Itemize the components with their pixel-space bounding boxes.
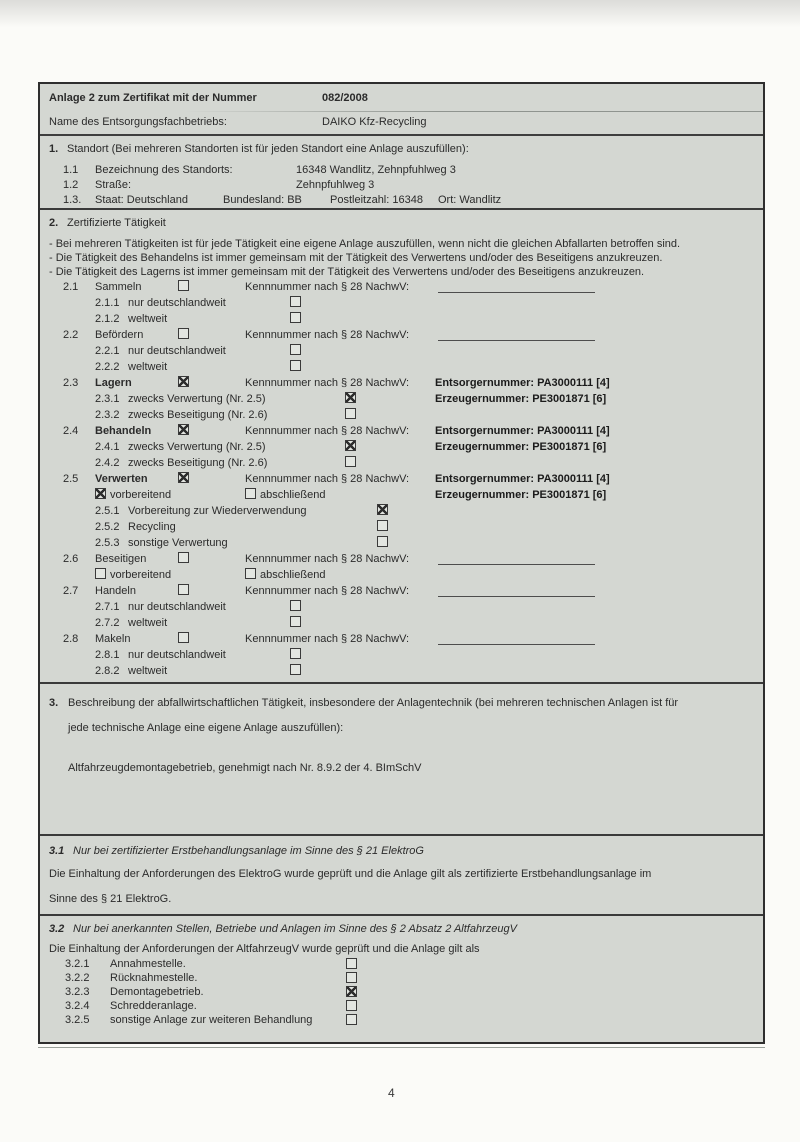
checkbox-beseitigen [178,552,189,563]
activity-row-2-6 [40,552,763,568]
checkbox-annahmestelle [346,958,357,969]
sub-row-2-4-2 [40,456,763,472]
checkbox-sonstige-anlage [346,1014,357,1025]
sub-row-2-5-3 [40,536,763,552]
erzeugernummer-value: Erzeugernummer: PE3001871 [6] [435,441,607,453]
body-line: Die Einhaltung der Anforderungen des ElektroG wurde geprüft und die Anlage gilt als zertifizierte Erstbehandlungsanlage im [49,868,652,880]
sub-row-2-1-1 [40,296,763,312]
checkbox-sammeln [178,280,189,291]
item-number: 3.2.3 [65,986,90,998]
section-3-beschreibung [40,684,763,834]
item-number: 2.3 [63,377,79,389]
kennnummer-label: Kennnummer nach § 28 NachwV: [245,633,410,645]
option-label: nur deutschlandweit [128,649,226,661]
option-label: nur deutschlandweit [128,601,226,613]
checkbox-vorbereitend [95,488,106,499]
item-number: 3.2.4 [65,1000,90,1012]
blank-line [438,280,595,293]
item-number: 1.2 [63,179,79,191]
item-number: 3.2.5 [65,1014,90,1026]
item-label: Schredderanlage. [110,1000,197,1012]
blank-line [438,632,595,645]
item-number: 2.8 [63,633,79,645]
activity-row-2-3 [40,376,763,392]
sub-row-2-7-2 [40,616,763,632]
blank-line [438,552,595,565]
item-number: 2.7 [63,585,79,597]
item-number: 2.6 [63,553,79,565]
entsorgernummer-value: Entsorgernummer: PA3000111 [4] [435,425,610,437]
item-number: 2.4 [63,425,79,437]
item-number: 2.1.2 [95,313,120,325]
item-number: 2.5.1 [95,505,120,517]
scan-shadow [0,0,800,46]
item-label: Demontagebetrieb. [110,986,204,998]
kennnummer-label: Kennnummer nach § 28 NachwV: [245,377,410,389]
sub-row-2-3-1 [40,392,763,408]
certificate-form-table [38,82,765,1044]
checkbox [377,520,388,531]
kennnummer-label: Kennnummer nach § 28 NachwV: [245,553,410,565]
item-row-3-2-1 [40,957,763,971]
section-number: 1. [49,143,59,155]
item-label: Rücknahmestelle. [110,972,198,984]
erzeugernummer-value: Erzeugernummer: PE3001871 [6] [435,489,607,501]
item-number: 3.2.1 [65,958,90,970]
option-label: weltweit [128,313,168,325]
page-number: 4 [388,1086,395,1100]
item-number: 2.7.1 [95,601,120,613]
checkbox [290,296,301,307]
activity-row-2-1 [40,280,763,296]
section-3-2-altfahrzeugv [40,916,763,1042]
checkbox-lagern [178,376,189,387]
sub-row-2-3-2 [40,408,763,424]
item-number: 2.1 [63,281,79,293]
company-name-label: Name des Entsorgungsfachbetriebs: [49,116,227,128]
item-label: sonstige Anlage zur weiteren Behandlung [110,1014,313,1026]
header-certificate-number-row [40,84,763,111]
section-title: Nur bei zertifizierter Erstbehandlungsanlage im Sinne des § 21 ElektroG [73,845,424,857]
bundesland-value: Bundesland: BB [223,194,302,206]
body-line: Sinne des § 21 ElektroG. [49,893,172,905]
kennnummer-label: Kennnummer nach § 28 NachwV: [245,425,410,437]
checkbox [290,664,301,675]
checkbox-handeln [178,584,189,595]
checkbox [345,440,356,451]
option-pair-row-2-6 [40,568,763,584]
checkbox [290,360,301,371]
section-3-1-elektrog [40,836,763,914]
activity-row-2-4 [40,424,763,440]
activity-label: Behandeln [95,425,152,437]
sub-row-2-4-1 [40,440,763,456]
item-label: Annahmestelle. [110,958,186,970]
checkbox-abschliessend [245,568,256,579]
checkbox-behandeln [178,424,189,435]
option-label: weltweit [128,617,168,629]
sub-row-2-2-2 [40,360,763,376]
blank-line [438,328,595,341]
item-number: 2.3.2 [95,409,120,421]
description-text: Altfahrzeugdemontagebetrieb, genehmigt nach Nr. 8.9.2 der 4. BImSchV [68,762,422,774]
kennnummer-label: Kennnummer nach § 28 NachwV: [245,585,410,597]
item-row-3-2-2 [40,971,763,985]
option-label: nur deutschlandweit [128,297,226,309]
item-value: 16348 Wandlitz, Zehnpfuhlweg 3 [296,164,456,176]
item-number: 2.2.1 [95,345,120,357]
postleitzahl-value: Postleitzahl: 16348 [330,194,423,206]
activity-row-2-8 [40,632,763,648]
item-value: Zehnpfuhlweg 3 [296,179,375,191]
sub-row-2-2-1 [40,344,763,360]
option-label: zwecks Beseitigung (Nr. 2.6) [128,409,268,421]
item-row-3-2-5 [40,1013,763,1027]
kennnummer-label: Kennnummer nach § 28 NachwV: [245,281,410,293]
sub-row-2-1-2 [40,312,763,328]
activity-label: Befördern [95,329,144,341]
item-label: Straße: [95,179,132,191]
sub-row-2-8-2 [40,664,763,680]
option-label: vorbereitend [110,569,172,581]
checkbox-ruecknahmestelle [346,972,357,983]
item-number: 2.4.2 [95,457,120,469]
activity-row-2-2 [40,328,763,344]
checkbox [345,392,356,403]
option-label: sonstige Verwertung [128,537,228,549]
section-number: 2. [49,217,59,229]
activity-label: Verwerten [95,473,148,485]
checkbox [377,536,388,547]
option-label: weltweit [128,665,168,677]
entsorgernummer-value: Entsorgernummer: PA3000111 [4] [435,377,610,389]
option-label: weltweit [128,361,168,373]
note-line: - Die Tätigkeit des Lagerns ist immer gemeinsam mit der Tätigkeit des Verwertens und/oder des Beseitigens anzukreuzen. [49,266,645,278]
item-number: 2.8.1 [95,649,120,661]
erzeugernummer-value: Erzeugernummer: PE3001871 [6] [435,393,607,405]
activity-label: Sammeln [95,281,142,293]
sub-row-2-8-1 [40,648,763,664]
blank-line [438,584,595,597]
company-name-value: DAIKO Kfz-Recycling [322,116,427,128]
option-label: nur deutschlandweit [128,345,226,357]
activity-row-2-5 [40,472,763,488]
option-label: zwecks Beseitigung (Nr. 2.6) [128,457,268,469]
item-number: 2.5 [63,473,79,485]
item-label: Bezeichnung des Standorts: [95,164,233,176]
checkbox [290,616,301,627]
checkbox [290,600,301,611]
header-company-name-row [40,112,763,134]
option-label: vorbereitend [110,489,172,501]
checkbox [290,344,301,355]
section-2-zertifizierte-taetigkeit [40,210,763,682]
checkbox [345,456,356,467]
checkbox [377,504,388,515]
checkbox-abschliessend [245,488,256,499]
section-title: Standort (Bei mehreren Standorten ist für jeden Standort eine Anlage auszufüllen): [67,143,469,155]
option-pair-row-2-5 [40,488,763,504]
activity-label: Beseitigen [95,553,147,565]
option-label: Recycling [128,521,176,533]
item-number: 2.3.1 [95,393,120,405]
section-number: 3. [49,697,59,709]
option-label: Vorbereitung zur Wiederverwendung [128,505,307,517]
option-label: zwecks Verwertung (Nr. 2.5) [128,441,266,453]
item-row-3-2-3 [40,985,763,999]
sub-row-2-5-1 [40,504,763,520]
option-label: zwecks Verwertung (Nr. 2.5) [128,393,266,405]
item-number: 2.5.3 [95,537,120,549]
item-row-3-2-4 [40,999,763,1013]
option-label: abschließend [260,489,326,501]
checkbox [345,408,356,419]
activity-rows [40,280,763,680]
note-line: - Die Tätigkeit des Behandelns ist immer gemeinsam mit der Tätigkeit des Verwertens und/oder des Beseitigens anzukreuzen. [49,252,663,264]
checkbox-demontagebetrieb [346,986,357,997]
checkbox-vorbereitend [95,568,106,579]
item-number: 1.1 [63,164,79,176]
entsorgernummer-value: Entsorgernummer: PA3000111 [4] [435,473,610,485]
body-line: Die Einhaltung der Anforderungen der AltfahrzeugV wurde geprüft und die Anlage gilt als [49,943,480,955]
activity-label: Lagern [95,377,132,389]
section-1-standort [40,136,763,208]
activity-label: Makeln [95,633,131,645]
checkbox-befoerdern [178,328,189,339]
item-number: 2.2 [63,329,79,341]
item-number: 2.1.1 [95,297,120,309]
option-label: abschließend [260,569,326,581]
checkbox-makeln [178,632,189,643]
sub-row-2-5-2 [40,520,763,536]
activity-row-2-7 [40,584,763,600]
section-title-line: Beschreibung der abfallwirtschaftlichen Tätigkeit, insbesondere der Anlagentechnik (bei mehreren technischen Anlagen ist für [68,697,679,709]
checkbox-verwerten [178,472,189,483]
item-number: 2.4.1 [95,441,120,453]
sub-row-2-7-1 [40,600,763,616]
ort-value: Ort: Wandlitz [438,194,502,206]
section-number: 3.2 [49,923,65,935]
section-number: 3.1 [49,845,65,857]
certificate-number-value: 082/2008 [322,92,368,104]
item-number: 2.5.2 [95,521,120,533]
section-title: Zertifizierte Tätigkeit [67,217,166,229]
item-number: 1.3. [63,194,82,206]
section-title-line: jede technische Anlage eine eigene Anlage auszufüllen): [68,722,344,734]
anlage-type-items [40,957,763,1027]
kennnummer-label: Kennnummer nach § 28 NachwV: [245,329,410,341]
kennnummer-label: Kennnummer nach § 28 NachwV: [245,473,410,485]
section-title: Nur bei anerkannten Stellen, Betriebe und Anlagen im Sinne des § 2 Absatz 2 AltfahrzeugV [73,923,517,935]
checkbox [290,312,301,323]
staat-value: Staat: Deutschland [95,194,188,206]
checkbox-schredderanlage [346,1000,357,1011]
certificate-number-label: Anlage 2 zum Zertifikat mit der Nummer [49,92,257,104]
item-number: 2.8.2 [95,665,120,677]
item-number: 2.7.2 [95,617,120,629]
note-line: - Bei mehreren Tätigkeiten ist für jede Tätigkeit eine eigene Anlage auszufüllen, wenn nicht die gleichen Abfallarten betroffen sind. [49,238,681,250]
item-number: 2.2.2 [95,361,120,373]
checkbox [290,648,301,659]
item-number: 3.2.2 [65,972,90,984]
activity-label: Handeln [95,585,136,597]
